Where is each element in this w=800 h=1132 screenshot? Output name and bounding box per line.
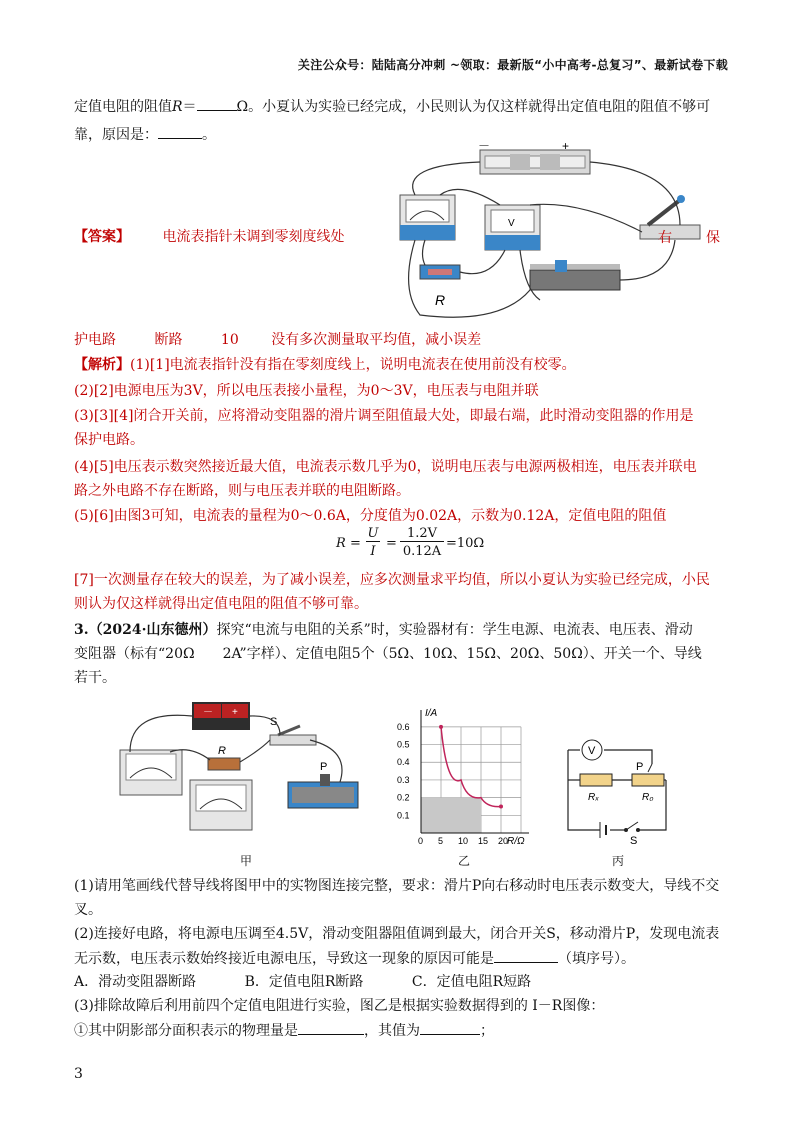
sub2-line-b xyxy=(74,948,635,969)
formula-eq2: = xyxy=(386,536,397,551)
formula-den2: 0.12A xyxy=(402,544,442,559)
x-tick-label: 5 xyxy=(438,836,444,846)
sub2-text: 无示数，电压表示数始终接近电源电压，导致这一现象的原因可能是 xyxy=(74,951,494,967)
caption-bing: 丙 xyxy=(612,854,625,868)
answer-tag: 【答案】 xyxy=(74,229,130,245)
voltmeter xyxy=(190,780,252,830)
x-tick-label: 10 xyxy=(458,836,469,846)
analysis-p2: (2)[2]电源电压为3V，所以电压表接小量程，为0～3V，电压表与电阻并联 xyxy=(74,383,539,399)
formula-den1: I xyxy=(370,544,376,559)
reason-blank[interactable] xyxy=(158,124,202,139)
shaded-area xyxy=(421,798,481,833)
voltmeter xyxy=(485,205,540,250)
rheostat xyxy=(288,761,358,808)
resistor-r xyxy=(420,265,460,308)
sub3-1-suffix: ； xyxy=(480,1023,494,1039)
page-header: 关注公众号：陆陆高分冲刺 ~领取：最新版“小中高考-总复习”、最新试卷下载 xyxy=(297,58,728,72)
voltmeter-symbol xyxy=(582,740,602,760)
rheostat xyxy=(530,260,620,290)
data-point xyxy=(499,804,503,808)
y-tick-label: 0.1 xyxy=(397,810,410,821)
slider-p-label: P xyxy=(636,761,644,773)
intro-line-1 xyxy=(74,96,710,117)
sub2-line-a: (2)连接好电路，将电源电压调至4.5V，滑动变阻器阻值调到最大，闭合开关S，移动滑片P，发现电流表 xyxy=(74,926,720,942)
options-line xyxy=(74,972,531,992)
q3-stem: 探究“电流与电阻的关系”时，实验器材有：学生电源、电流表、电压表、滑动 xyxy=(216,622,693,638)
intro-end: 。 xyxy=(202,127,216,143)
slider-label: P xyxy=(320,761,328,773)
battery-pack xyxy=(192,702,250,730)
analysis-p4b: 路之外电路不存在断路，则与电压表并联的电阻断路。 xyxy=(74,483,410,499)
sub3-1-text-b: ，其值为 xyxy=(364,1023,420,1039)
page-number: 3 xyxy=(74,1066,83,1082)
sub3-1-text: ①其中阴影部分面积表示的物理量是 xyxy=(74,1023,298,1039)
intro-text-2: Ω。小夏认为实验已经完成，小民则认为仅这样就得出定值电阻的阻值不够可 xyxy=(236,99,711,115)
r0-label: R₀ xyxy=(642,792,654,803)
analysis-p3a: (3)[3][4]闭合开关前，应将滑动变阻器的滑片调至阻值最大处，即最右端，此时滑动变阻器的作用是 xyxy=(74,408,694,424)
resistor xyxy=(208,745,240,770)
resistor-label: R xyxy=(435,292,446,308)
minus-sign: － xyxy=(478,140,491,153)
answer-line-2 xyxy=(74,330,481,350)
y-tick-label: 0.2 xyxy=(397,792,410,803)
sub3-line: (3)排除故障后利用前四个定值电阻进行实验，图乙是根据实验数据得到的 I－R图像： xyxy=(74,998,605,1014)
intro-text: 定值电阻的阻值 xyxy=(74,99,172,115)
ammeter xyxy=(400,195,455,240)
intro-line-2 xyxy=(74,124,216,145)
battery-symbol xyxy=(600,822,606,838)
rheostat-r0 xyxy=(632,774,664,786)
sub3-1-line xyxy=(74,1020,494,1041)
plus-sign: + xyxy=(562,140,570,153)
voltmeter-symbol-label: V xyxy=(588,745,596,757)
analysis-p6a: [7]一次测量存在较大的误差，为了减小误差，应多次测量求平均值，所以小夏认为实验已经完成，小民 xyxy=(74,572,710,588)
battery-box xyxy=(478,140,590,174)
caption-yi: 乙 xyxy=(458,854,471,868)
intro-reason: 靠，原因是： xyxy=(74,127,158,143)
y-tick-label: 0.3 xyxy=(397,774,410,785)
switch-label: S xyxy=(270,716,278,728)
formula-num1: U xyxy=(367,526,379,541)
q3-line-3: 若干。 xyxy=(74,670,116,686)
formula-result: =10Ω xyxy=(446,536,485,551)
sub1-line-a: (1)请用笔画线代替导线将图甲中的实物图连接完整，要求：滑片P向右移动时电压表示数变大，导线不交 xyxy=(74,878,720,894)
analysis-tag: 【解析】 xyxy=(74,357,130,373)
answer-3: 保 xyxy=(706,230,720,246)
option-c: C．定值电阻R短路 xyxy=(411,974,532,990)
caption-jia: 甲 xyxy=(240,854,253,868)
answer-item: 断路 xyxy=(154,332,183,348)
y-tick-label: 0.4 xyxy=(397,757,410,768)
q3-source: （2024·山东德州） xyxy=(88,622,217,638)
option-b: B．定值电阻R断路 xyxy=(244,974,364,990)
q3-number: 3. xyxy=(74,622,89,638)
analysis-p1: (1)[1]电流表指针没有指在零刻度线上，说明电流表在使用前没有校零。 xyxy=(130,357,576,373)
q3-line-2: 变阻器（标有“20Ω 2A”字样）、定值电阻5个（5Ω、10Ω、15Ω、20Ω、50Ω）、开关一个、导线 xyxy=(74,646,702,662)
x-tick-label: 0 xyxy=(418,836,424,846)
chart-yi xyxy=(395,700,535,848)
analysis-line-1 xyxy=(74,355,576,375)
circuit-wires xyxy=(568,750,666,830)
figure-jia xyxy=(110,690,380,850)
analysis-p3b: 保护电路。 xyxy=(74,432,144,448)
voltmeter-label: V xyxy=(508,218,515,229)
battery-plus: + xyxy=(232,707,238,718)
figure-bing xyxy=(548,730,688,848)
answer-line-1 xyxy=(74,227,344,247)
option-a: A．滑动变阻器断路 xyxy=(74,974,197,990)
series-curve xyxy=(441,727,501,807)
formula-eq1: = xyxy=(350,536,361,551)
analysis-p4a: (4)[5]电压表示数突然接近最大值，电流表示数几乎为0，说明电压表与电源两极相连，电压表并联电 xyxy=(74,459,697,475)
ammeter xyxy=(120,750,182,795)
resistor-label: R xyxy=(218,745,226,757)
battery-minus: － xyxy=(203,707,213,718)
answer-item: 护电路 xyxy=(74,332,116,348)
sub2-suffix: （填序号）。 xyxy=(558,951,635,967)
data-point xyxy=(439,725,443,729)
analysis-p6b: 则认为仅这样就得出定值电阻的阻值不够可靠。 xyxy=(74,596,368,612)
switch-s-label: S xyxy=(630,835,638,847)
sub2-blank[interactable] xyxy=(494,948,558,963)
value-blank[interactable] xyxy=(420,1020,480,1035)
answer-item: 没有多次测量取平均值，减小误差 xyxy=(271,332,482,348)
var-r: R xyxy=(172,99,183,115)
y-tick-label: 0.6 xyxy=(397,721,410,732)
switch-symbol xyxy=(624,822,640,832)
switch xyxy=(270,716,316,745)
rx-label: Rₓ xyxy=(588,792,600,803)
q3-line-1 xyxy=(74,620,693,640)
answer-item: 10 xyxy=(220,332,239,348)
x-tick-label: 20 xyxy=(498,836,509,846)
equals: ＝ xyxy=(182,99,197,115)
y-axis-label: I/A xyxy=(425,708,438,719)
formula-num2: 1.2V xyxy=(400,526,444,542)
x-axis-label: R/Ω xyxy=(507,836,525,847)
x-tick-label: 15 xyxy=(478,836,489,846)
answer-2: 右 xyxy=(658,230,672,246)
quantity-blank[interactable] xyxy=(298,1020,364,1035)
sub1-line-b: 叉。 xyxy=(74,902,102,918)
answer-1: 电流表指针未调到零刻度线处 xyxy=(162,229,345,245)
formula-lhs: R xyxy=(336,536,346,551)
slider-arrow xyxy=(648,764,652,772)
y-tick-label: 0.5 xyxy=(397,739,410,750)
answer-blank[interactable] xyxy=(197,96,237,111)
analysis-p5: (5)[6]由图3可知，电流表的量程为0～0.6A，分度值为0.02A，示数为0.12A，定值电阻的阻值 xyxy=(74,508,667,524)
resistor-rx xyxy=(580,774,612,786)
